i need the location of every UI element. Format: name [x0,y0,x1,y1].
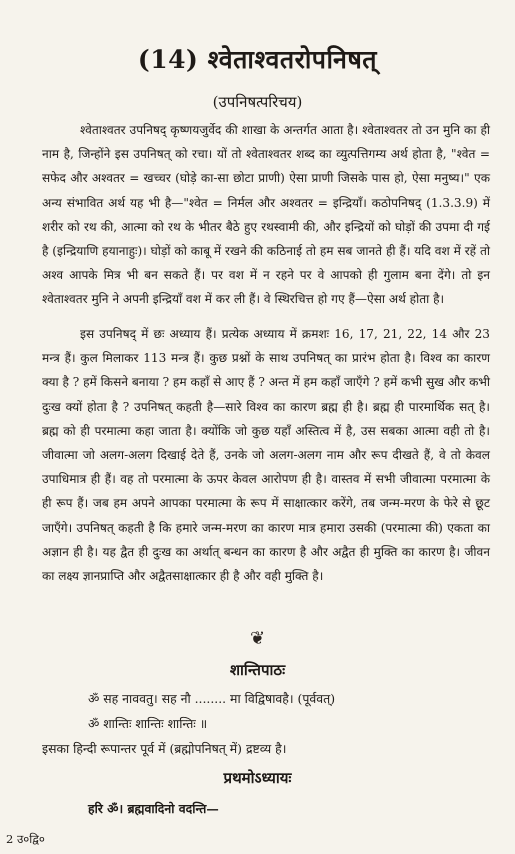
shanti-line-2: ॐ शान्तिः शान्तिः शान्तिः ॥ [88,716,208,731]
shanti-heading: शान्तिपाठः [229,661,286,679]
lotus-ornament-icon: ❦ [249,628,266,649]
chapter-heading: प्रथमोऽध्यायः [223,769,292,787]
shanti-line-1: ॐ सह नाववतु। सह नौ ........ मा विद्विषावहै। (पूर्ववत्) [88,691,336,706]
page-title: (14) श्वेताश्वतरोपनिषत् [137,45,378,74]
intro-paragraph-2: इस उपनिषद् में छः अध्याय हैं। प्रत्येक अध्याय में क्रमशः 16, 17, 21, 22, 14 और 23 मन्त्र हैं। कुल मिलाकर 113 मन्त्र हैं। कुछ प्रश्नों के साथ उपनिषत् का प्रारंभ होता है। विश्व का कारण क्या है ? हमें किसने बनाया ? हम कहाँ से आए हैं ? अन्त में हम कहाँ जाएँगे ? हमें कभी सुख और कभी दुःख क्यों होता है ? उपनिषत् कहती है—सारे विश्व का कारण ब्रह्म ही है। ब्रह्म ही पारमार्थिक सत् है। ब्रह्म को ही परमात्मा कहा जाता है। क्योंकि जो कुछ यहाँ अस्तित्व में है, उस सबका आत्मा वही तो है। जीवात्मा जो अलग-अलग दिखाई देते हैं, उनके जो अलग-अलग नाम और रूप दीखते हैं, वे तो केवल उपाधिमात्र ही हैं। वह तो परमात्मा के ऊपर केवल आरोपण ही है। वास्तव में सभी जीवात्मा परमात्मा के ही रूप हैं। जब हम अपने आपका परमात्मा के रूप में साक्षात्कार करेंगे, तब जन्म-मरण के फेरे से छूट जाएँगे। उपनिषत् कहती है कि हमारे जन्म-मरण का कारण मात्र हमारा उसकी (परमात्मा की) एकता का अज्ञान ही है। यह द्वैत ही दुःख का अर्थात् बन्धन का कारण है और अद्वैत ही मुक्ति का कारण है। जीवन का लक्ष्य ज्ञानप्राप्ति और अद्वैतसाक्षात्कार ही है और वही मुक्ति है। [42,327,490,584]
page-subtitle: (उपनिषत्परिचय) [212,93,303,111]
translation-note: इसका हिन्दी रूपान्तर पूर्व में (ब्रह्मोपनिषत् में) द्रष्टव्य है। [42,741,287,756]
signature-mark: 2 उ०द्वि० [6,832,45,846]
first-mantra: हरि ॐ। ब्रह्मवादिनो वदन्ति— [88,801,219,816]
intro-paragraph-1: श्वेताश्वतर उपनिषद् कृष्णयजुर्वेद की शाखा के अन्तर्गत आता है। श्वेताश्वतर तो उन मुनि का ही नाम है, जिन्होंने इस उपनिषत् को रचा। यों तो श्वेताश्वतर शब्द का व्युत्पत्तिगम्य अर्थ होता है, "श्वेत = सफेद और अश्वतर = खच्चर (घोड़े का-सा छोटा प्राणी) ऐसा प्राणी जिसके पास हो, ऐसा मनुष्य।" एक अन्य संभावित अर्थ यह भी है—"श्वेत = निर्मल और अश्वतर = इन्द्रियाँ। कठोपनिषद् (1.3.3.9) में शरीर को रथ की, आत्मा को रथ के भीतर बैठे हुए रथस्वामी की, और इन्द्रियों को घोड़ों की उपमा दी गई है (इन्द्रियाणि हयानाहुः)। घोड़ों को काबू में रखने की कठिनाई तो हम सब जानते ही हैं। यदि वश में रहें तो अश्व आपके मित्र भी बन सकते हैं। पर वश में न रहने पर वे आपको ही गुलाम बना देंगे। तो इन श्वेताश्वतर मुनि ने अपनी इन्द्रियाँ वश में कर ली हैं। वे स्थिरचित्त हो गए हैं—ऐसा अर्थ होता है। [42,123,490,307]
